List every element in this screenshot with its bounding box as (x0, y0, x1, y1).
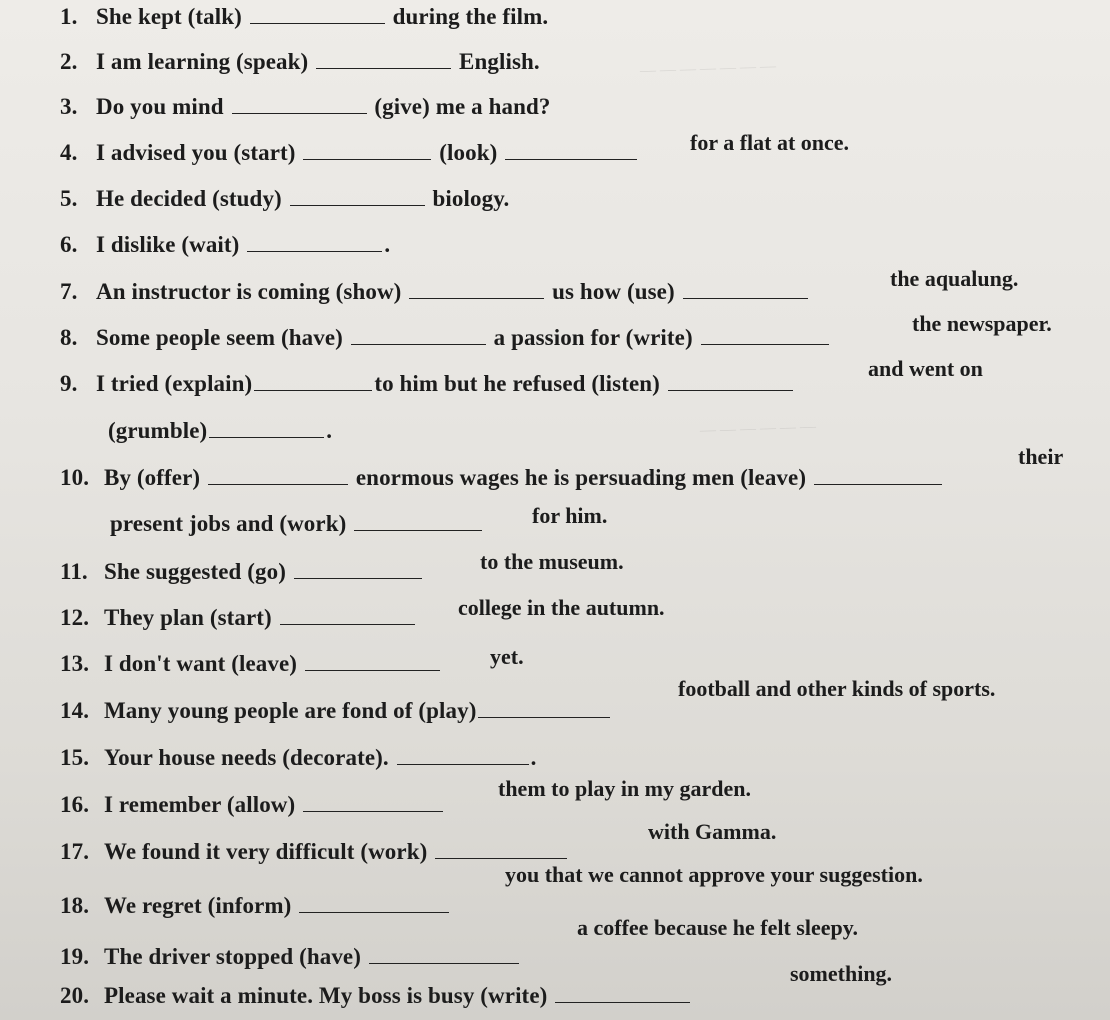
exercise-item-17 (60, 839, 569, 865)
answer-blank[interactable] (303, 143, 431, 160)
item-number: 2. (60, 49, 78, 74)
item-text: . (530, 745, 537, 770)
item-text: I don't want (leave) (104, 651, 298, 676)
answer-blank[interactable] (814, 468, 942, 485)
exercise-item-1 (60, 4, 548, 30)
item-text: the aqualung. (890, 266, 1019, 291)
answer-blank[interactable] (209, 421, 324, 438)
answer-blank[interactable] (478, 701, 610, 718)
item-number: 16. (60, 792, 90, 817)
item-text: I advised you (start) (96, 140, 296, 165)
item-text: We regret (inform) (104, 893, 292, 918)
item-text: college in the autumn. (458, 595, 665, 620)
item-number: 12. (60, 605, 90, 630)
answer-blank[interactable] (303, 795, 443, 812)
exercise-item-18 (60, 893, 451, 919)
item-text: the newspaper. (912, 311, 1052, 336)
item-text: We found it very difficult (work) (104, 839, 428, 864)
item-text: with Gamma. (648, 819, 777, 844)
item-text: football and other kinds of sports. (678, 676, 996, 701)
exercise-item-10-continued (110, 511, 484, 537)
exercise-item-15 (60, 745, 536, 771)
item-text: The driver stopped (have) (104, 944, 361, 969)
item-number: 11. (60, 559, 88, 584)
item-text: a coffee because he felt sleepy. (577, 915, 859, 940)
item-text: something. (790, 961, 893, 986)
item-text: Some people seem (have) (96, 325, 343, 350)
answer-blank[interactable] (208, 468, 348, 485)
answer-blank[interactable] (555, 986, 690, 1003)
item-text: for him. (532, 503, 608, 528)
answer-blank[interactable] (299, 896, 449, 913)
exercise-item-20 (60, 983, 692, 1009)
answer-blank[interactable] (397, 748, 529, 765)
item-text: and went on (868, 356, 983, 381)
answer-blank[interactable] (316, 52, 451, 69)
item-text: By (offer) (104, 465, 201, 490)
item-text: An instructor is coming (show) (96, 279, 402, 304)
item-text: I am learning (speak) (96, 49, 309, 74)
answer-blank[interactable] (232, 97, 367, 114)
item-text: I remember (allow) (104, 792, 296, 817)
answer-blank[interactable] (305, 654, 440, 671)
item-text: us how (use) (552, 279, 675, 304)
answer-blank[interactable] (294, 562, 422, 579)
exercise-item-9 (60, 371, 795, 397)
item-text: them to play in my garden. (498, 776, 751, 801)
item-number: 17. (60, 839, 90, 864)
item-text: present jobs and (work) (110, 511, 347, 536)
item-text: She suggested (go) (104, 559, 286, 584)
answer-blank[interactable] (290, 189, 425, 206)
item-number: 13. (60, 651, 90, 676)
item-number: 1. (60, 4, 78, 29)
exercise-item-8 (60, 325, 831, 351)
item-number: 14. (60, 698, 90, 723)
item-number: 20. (60, 983, 90, 1008)
item-number: 8. (60, 325, 78, 350)
item-number: 3. (60, 94, 78, 119)
item-number: 10. (60, 465, 90, 490)
answer-blank[interactable] (668, 374, 793, 391)
item-number: 9. (60, 371, 78, 396)
item-text: biology. (432, 186, 510, 211)
item-text: I tried (explain) (96, 371, 253, 396)
item-text: . (326, 418, 333, 443)
exercise-item-19 (60, 944, 521, 970)
item-text: to the museum. (480, 549, 624, 574)
item-number: 19. (60, 944, 90, 969)
item-text: Your house needs (decorate). (104, 745, 389, 770)
item-text: a passion for (write) (493, 325, 693, 350)
exercise-item-12 (60, 605, 417, 631)
item-text: their (1018, 444, 1064, 469)
answer-blank[interactable] (354, 514, 482, 531)
item-text: during the film. (392, 4, 549, 29)
exercise-item-2 (60, 49, 540, 75)
item-text: . (384, 232, 391, 257)
show-through-text: — — — — — — (699, 417, 817, 440)
item-text: (look) (439, 140, 498, 165)
item-number: 5. (60, 186, 78, 211)
item-text: to him but he refused (listen) (374, 371, 660, 396)
answer-blank[interactable] (701, 328, 829, 345)
item-text: (give) me a hand? (374, 94, 551, 119)
item-text: Please wait a minute. My boss is busy (write) (104, 983, 548, 1008)
exercise-item-10 (60, 465, 944, 491)
answer-blank[interactable] (435, 842, 567, 859)
exercise-item-3 (60, 94, 550, 120)
exercise-item-11 (60, 559, 424, 585)
answer-blank[interactable] (505, 143, 637, 160)
exercise-item-4 (60, 140, 639, 166)
item-text: yet. (490, 644, 524, 669)
answer-blank[interactable] (250, 7, 385, 24)
item-number: 18. (60, 893, 90, 918)
item-text: English. (459, 49, 540, 74)
exercise-item-6 (60, 232, 390, 258)
item-text: Many young people are fond of (play) (104, 698, 477, 723)
item-text: I dislike (wait) (96, 232, 240, 257)
exercise-item-7 (60, 279, 810, 305)
item-text: They plan (start) (104, 605, 272, 630)
item-text: (grumble) (108, 418, 208, 443)
exercise-item-5 (60, 186, 509, 212)
item-text: He decided (study) (96, 186, 282, 211)
exercise-item-14 (60, 698, 612, 724)
answer-blank[interactable] (351, 328, 486, 345)
answer-blank[interactable] (369, 947, 519, 964)
item-text: you that we cannot approve your suggestion. (505, 862, 923, 887)
item-text: Do you mind (96, 94, 224, 119)
answer-blank[interactable] (683, 282, 808, 299)
item-text: enormous wages he is persuading men (leave) (355, 465, 807, 490)
answer-blank[interactable] (409, 282, 544, 299)
item-text: for a flat at once. (690, 130, 850, 155)
item-number: 4. (60, 140, 78, 165)
exercise-item-16 (60, 792, 445, 818)
answer-blank[interactable] (280, 608, 415, 625)
exercise-item-13 (60, 651, 442, 677)
exercise-item-9-continued (108, 418, 332, 444)
item-number: 15. (60, 745, 90, 770)
item-number: 7. (60, 279, 78, 304)
answer-blank[interactable] (254, 374, 372, 391)
show-through-text: — — — — — — — (639, 57, 777, 80)
item-number: 6. (60, 232, 78, 257)
item-text: She kept (talk) (96, 4, 242, 29)
answer-blank[interactable] (247, 235, 382, 252)
